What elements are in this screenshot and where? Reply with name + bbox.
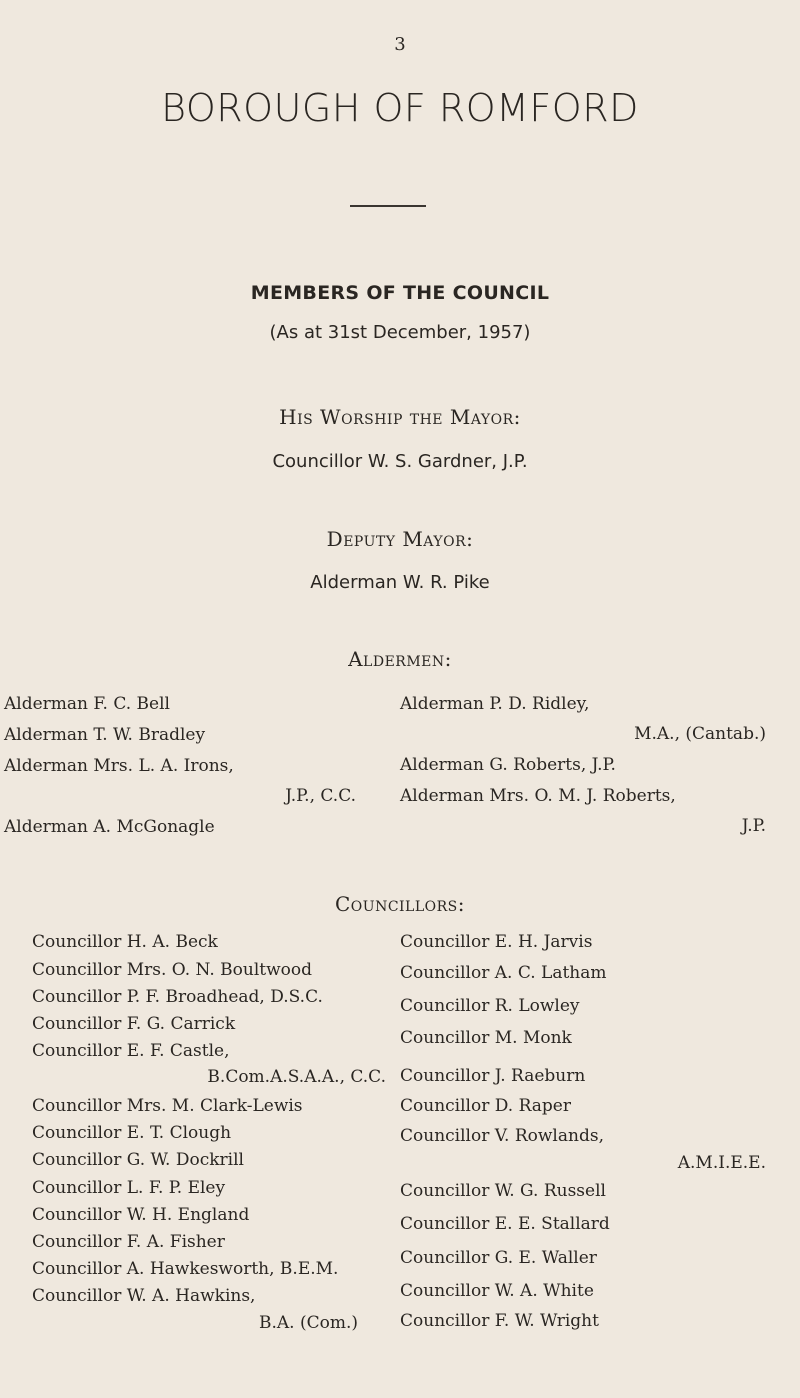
councillor-entry: Councillor E. H. Jarvis [400,932,593,952]
councillor-entry: Councillor A. Hawkesworth, B.E.M. [32,1259,339,1279]
councillor-entry: Councillor P. F. Broadhead, D.S.C. [32,987,323,1007]
councillor-entry: Councillor Mrs. O. N. Boultwood [32,960,312,980]
councillor-entry-continued: A.M.I.E.E. [677,1153,766,1173]
deputy-mayor-name: Alderman W. R. Pike [310,572,490,593]
members-heading: MEMBERS OF THE COUNCIL [250,282,550,304]
councillor-entry: Councillor G. W. Dockrill [32,1150,244,1170]
alderman-entry: Alderman T. W. Bradley [4,725,206,745]
divider-rule [350,205,426,207]
councillor-entry: Councillor M. Monk [400,1028,572,1048]
councillor-entry: Councillor E. E. Stallard [400,1214,610,1234]
councillor-entry: Councillor J. Raeburn [400,1066,586,1086]
councillor-entry-continued: B.A. (Com.) [258,1313,358,1333]
councillor-entry-continued: B.Com.A.S.A.A., C.C. [207,1067,386,1087]
alderman-entry: Alderman P. D. Ridley, [400,694,590,714]
deputy-mayor-heading: Deputy Mayor: [326,527,474,551]
as-at-date: (As at 31st December, 1957) [269,322,531,343]
councillors-heading: Councillors: [334,892,465,916]
councillor-entry: Councillor W. A. White [400,1281,594,1301]
mayor-name: Councillor W. S. Gardner, J.P. [272,451,528,472]
alderman-entry: Alderman A. McGonagle [4,817,215,837]
councillor-entry: Councillor G. E. Waller [400,1248,597,1268]
alderman-entry-continued: J.P., C.C. [285,786,356,806]
councillor-entry: Councillor W. G. Russell [400,1181,606,1201]
alderman-entry: Alderman Mrs. O. M. J. Roberts, [400,786,676,806]
councillor-entry: Councillor F. A. Fisher [32,1232,225,1252]
councillor-entry: Councillor L. F. P. Eley [32,1178,226,1198]
councillor-entry: Councillor H. A. Beck [32,932,218,952]
borough-title: BOROUGH OF ROMFORD [161,86,639,130]
aldermen-heading: Aldermen: [348,647,452,671]
councillor-entry: Councillor E. T. Clough [32,1123,232,1143]
mayor-heading: His Worship the Mayor: [279,405,521,429]
councillor-entry: Councillor E. F. Castle, [32,1041,230,1061]
councillor-entry: Councillor W. H. England [32,1205,250,1225]
councillor-entry: Councillor F. W. Wright [400,1311,599,1331]
alderman-entry-continued: M.A., (Cantab.) [634,724,766,744]
councillor-entry: Councillor A. C. Latham [400,963,607,983]
alderman-entry: Alderman Mrs. L. A. Irons, [4,756,234,776]
alderman-entry: Alderman G. Roberts, J.P. [400,755,616,775]
page-number: 3 [394,34,406,55]
alderman-entry-continued: J.P. [741,816,766,836]
councillor-entry: Councillor Mrs. M. Clark-Lewis [32,1096,303,1116]
alderman-entry: Alderman F. C. Bell [4,694,170,714]
councillor-entry: Councillor W. A. Hawkins, [32,1286,256,1306]
councillor-entry: Councillor F. G. Carrick [32,1014,236,1034]
councillor-entry: Councillor R. Lowley [400,996,580,1016]
councillor-entry: Councillor V. Rowlands, [400,1126,604,1146]
councillor-entry: Councillor D. Raper [400,1096,571,1116]
